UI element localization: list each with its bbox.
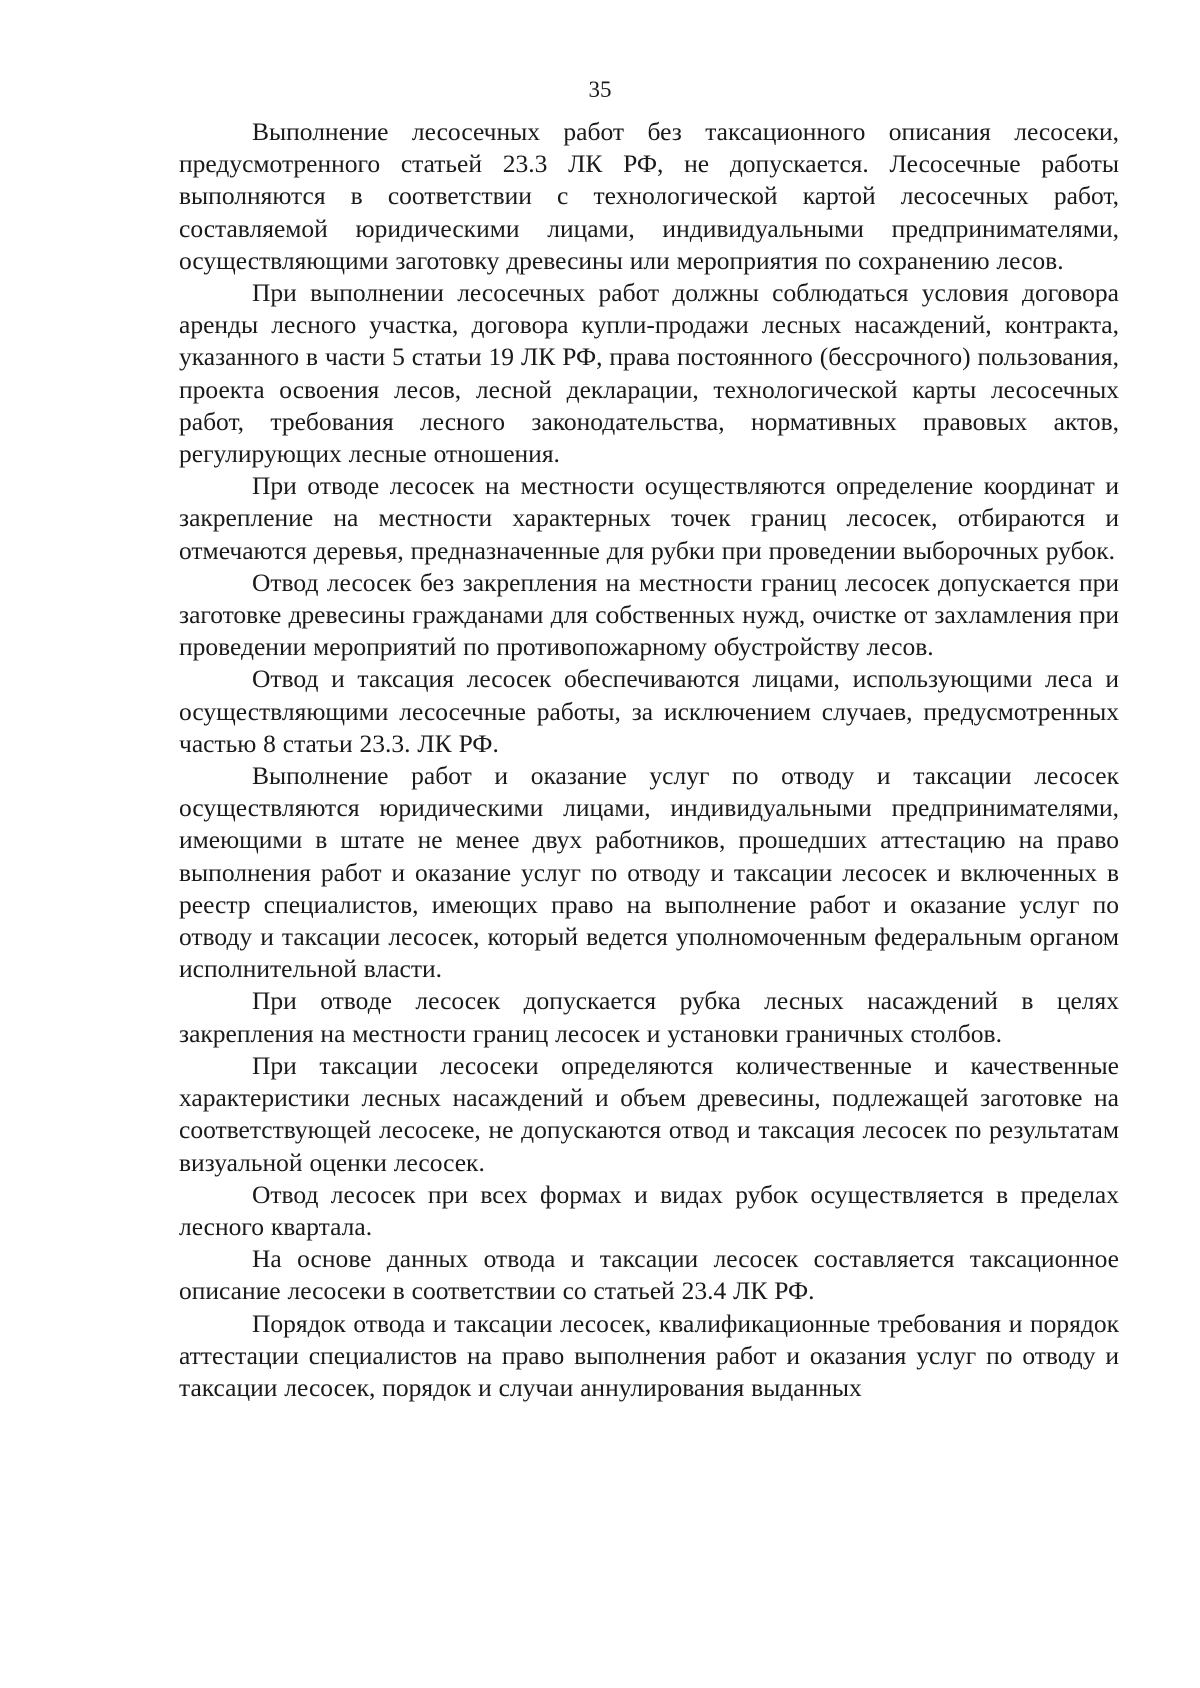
paragraph: Отвод лесосек при всех формах и видах рубок осуществляется в пределах лесного квартала. bbox=[179, 1179, 1119, 1241]
paragraph: Выполнение работ и оказание услуг по отводу и таксации лесосек осуществляются юридическими лицами, индивидуальными предпринимателями, имеющими в штате не менее двух работников, прошедших аттестацию на право выполнения работ и оказание услуг по отводу и таксации лесосек и включенных в реестр специалистов, имеющих право на выполнение работ и оказание услуг по отводу и таксации лесосек, который ведется уполномоченным федеральным органом исполнительной власти. bbox=[179, 761, 1119, 984]
paragraph: При отводе лесосек на местности осуществляются определение координат и закрепление на местности характерных точек границ лесосек, отбираются и отмечаются деревья, предназначенные для рубки при проведении выборочных рубок. bbox=[179, 471, 1119, 565]
paragraph: Отвод лесосек без закрепления на местности границ лесосек допускается при заготовке древесины гражданами для собственных нужд, очистке от захламления при проведении мероприятий по противопожарному обустройству лесов. bbox=[179, 567, 1119, 662]
document-body bbox=[179, 116, 1119, 1404]
paragraph: На основе данных отвода и таксации лесосек составляется таксационное описание лесосеки в соответствии со статьей 23.4 ЛК РФ. bbox=[179, 1244, 1119, 1306]
paragraph: Порядок отвода и таксации лесосек, квалификационные требования и порядок аттестации специалистов на право выполнения работ и оказания услуг по отводу и таксации лесосек, порядок и случаи аннулирования выданных bbox=[179, 1308, 1119, 1402]
paragraph: При выполнении лесосечных работ должны соблюдаться условия договора аренды лесного участка, договора купли-продажи лесных насаждений, контракта, указанного в части 5 статьи 19 ЛК РФ, права постоянного (бессрочного) пользования, проекта освоения лесов, лесной декларации, технологической карты лесосечных работ, требования лесного законодательства, нормативных правовых актов, регулирующих лесные отношения. bbox=[179, 278, 1119, 469]
paragraph: При таксации лесосеки определяются количественные и качественные характеристики лесных насаждений и объем древесины, подлежащей заготовке на соответствующей лесосеке, не допускаются отвод и таксация лесосек по результатам визуальной оценки лесосек. bbox=[179, 1050, 1119, 1177]
page-number: 35 bbox=[588, 77, 612, 102]
paragraph: При отводе лесосек допускается рубка лесных насаждений в целях закрепления на местности границ лесосек и установки граничных столбов. bbox=[179, 986, 1119, 1048]
paragraph: Отвод и таксация лесосек обеспечиваются лицами, использующими леса и осуществляющими лесосечные работы, за исключением случаев, предусмотренных частью 8 статьи 23.3. ЛК РФ. bbox=[179, 664, 1119, 758]
paragraph: Выполнение лесосечных работ без таксационного описания лесосеки, предусмотренного статьей 23.3 ЛК РФ, не допускается. Лесосечные работы выполняются в соответствии с технологической картой лесосечных работ, составляемой юридическими лицами, индивидуальными предпринимателями, осуществляющими заготовку древесины или мероприятия по сохранению лесов. bbox=[179, 117, 1119, 275]
